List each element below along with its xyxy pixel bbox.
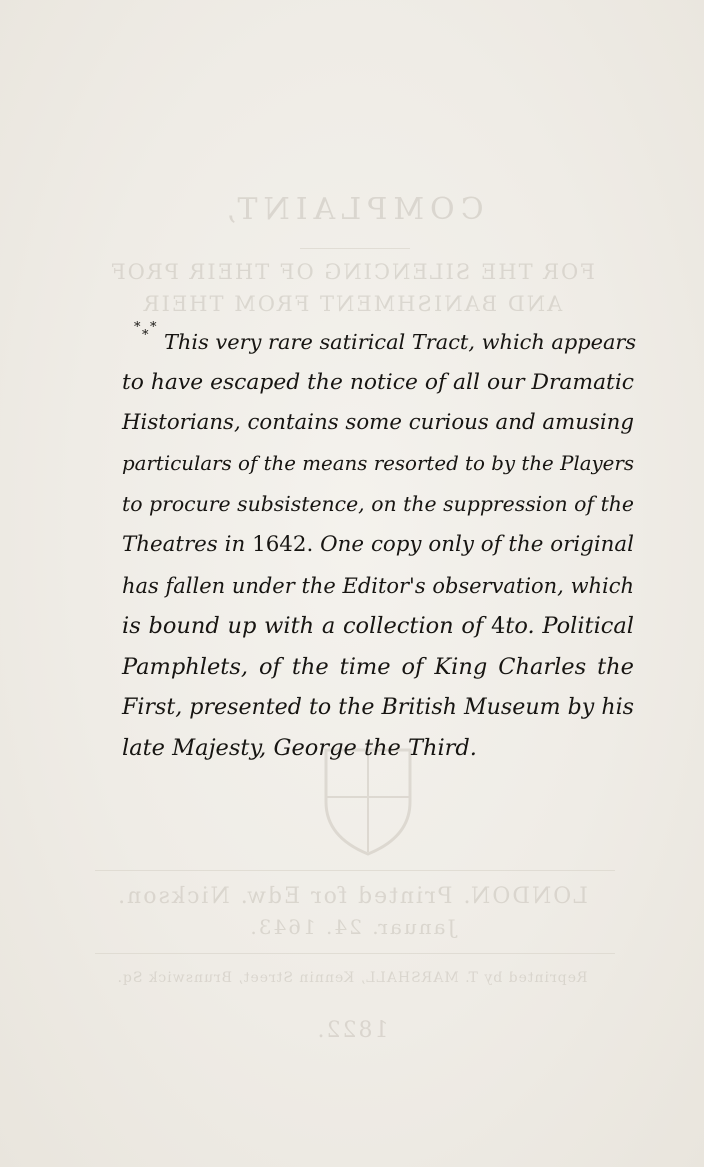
note-line-8: is bound up with a collection of 4to. Political [122,613,634,640]
show-through-text: Reprinted by T. MARSHALL, Kennin Street, Brunswick Sq. [116,970,588,986]
show-through-rule [95,953,615,954]
format-number: 4 [490,613,506,640]
show-through-text: FOR THE SILENCING OF THEIR PROF [109,260,595,284]
note-line-9: Pamphlets, of the time of King Charles the [122,653,634,680]
note-line-10: First, presented to the British Museum by his [122,694,634,721]
show-through-text: AND BANISHMENT FROM THEIR [141,292,563,316]
note-line-6: Theatres in 1642. One copy only of the original [122,531,634,557]
show-through-text: 1822. [315,1018,389,1043]
year-text: 1642. [252,531,314,557]
note-line-2: to have escaped the notice of all our Dramatic [122,369,634,395]
editor-note [122,320,637,769]
note-line-1: * * * This very rare satirical Tract, which appears [134,320,637,354]
show-through-rule [95,870,615,871]
show-through-text: COMPLAINT, [220,192,484,227]
note-line-7: has fallen under the Editor's observation, which [122,573,634,598]
asterism-icon: * * * [134,320,157,343]
show-through-rule [300,248,410,249]
show-through-text: LONDON. Printed for Edw. Nickson. [116,884,588,909]
note-line-5: to procure subsistence, on the suppression of the [122,492,634,517]
note-line-11: late Majesty, George the Third. [122,734,477,761]
note-line-4: particulars of the means resorted to by the Players [122,451,634,475]
show-through-text: Januar. 24. 1643. [248,915,456,939]
note-line-3: Historians, contains some curious and amusing [122,410,634,436]
